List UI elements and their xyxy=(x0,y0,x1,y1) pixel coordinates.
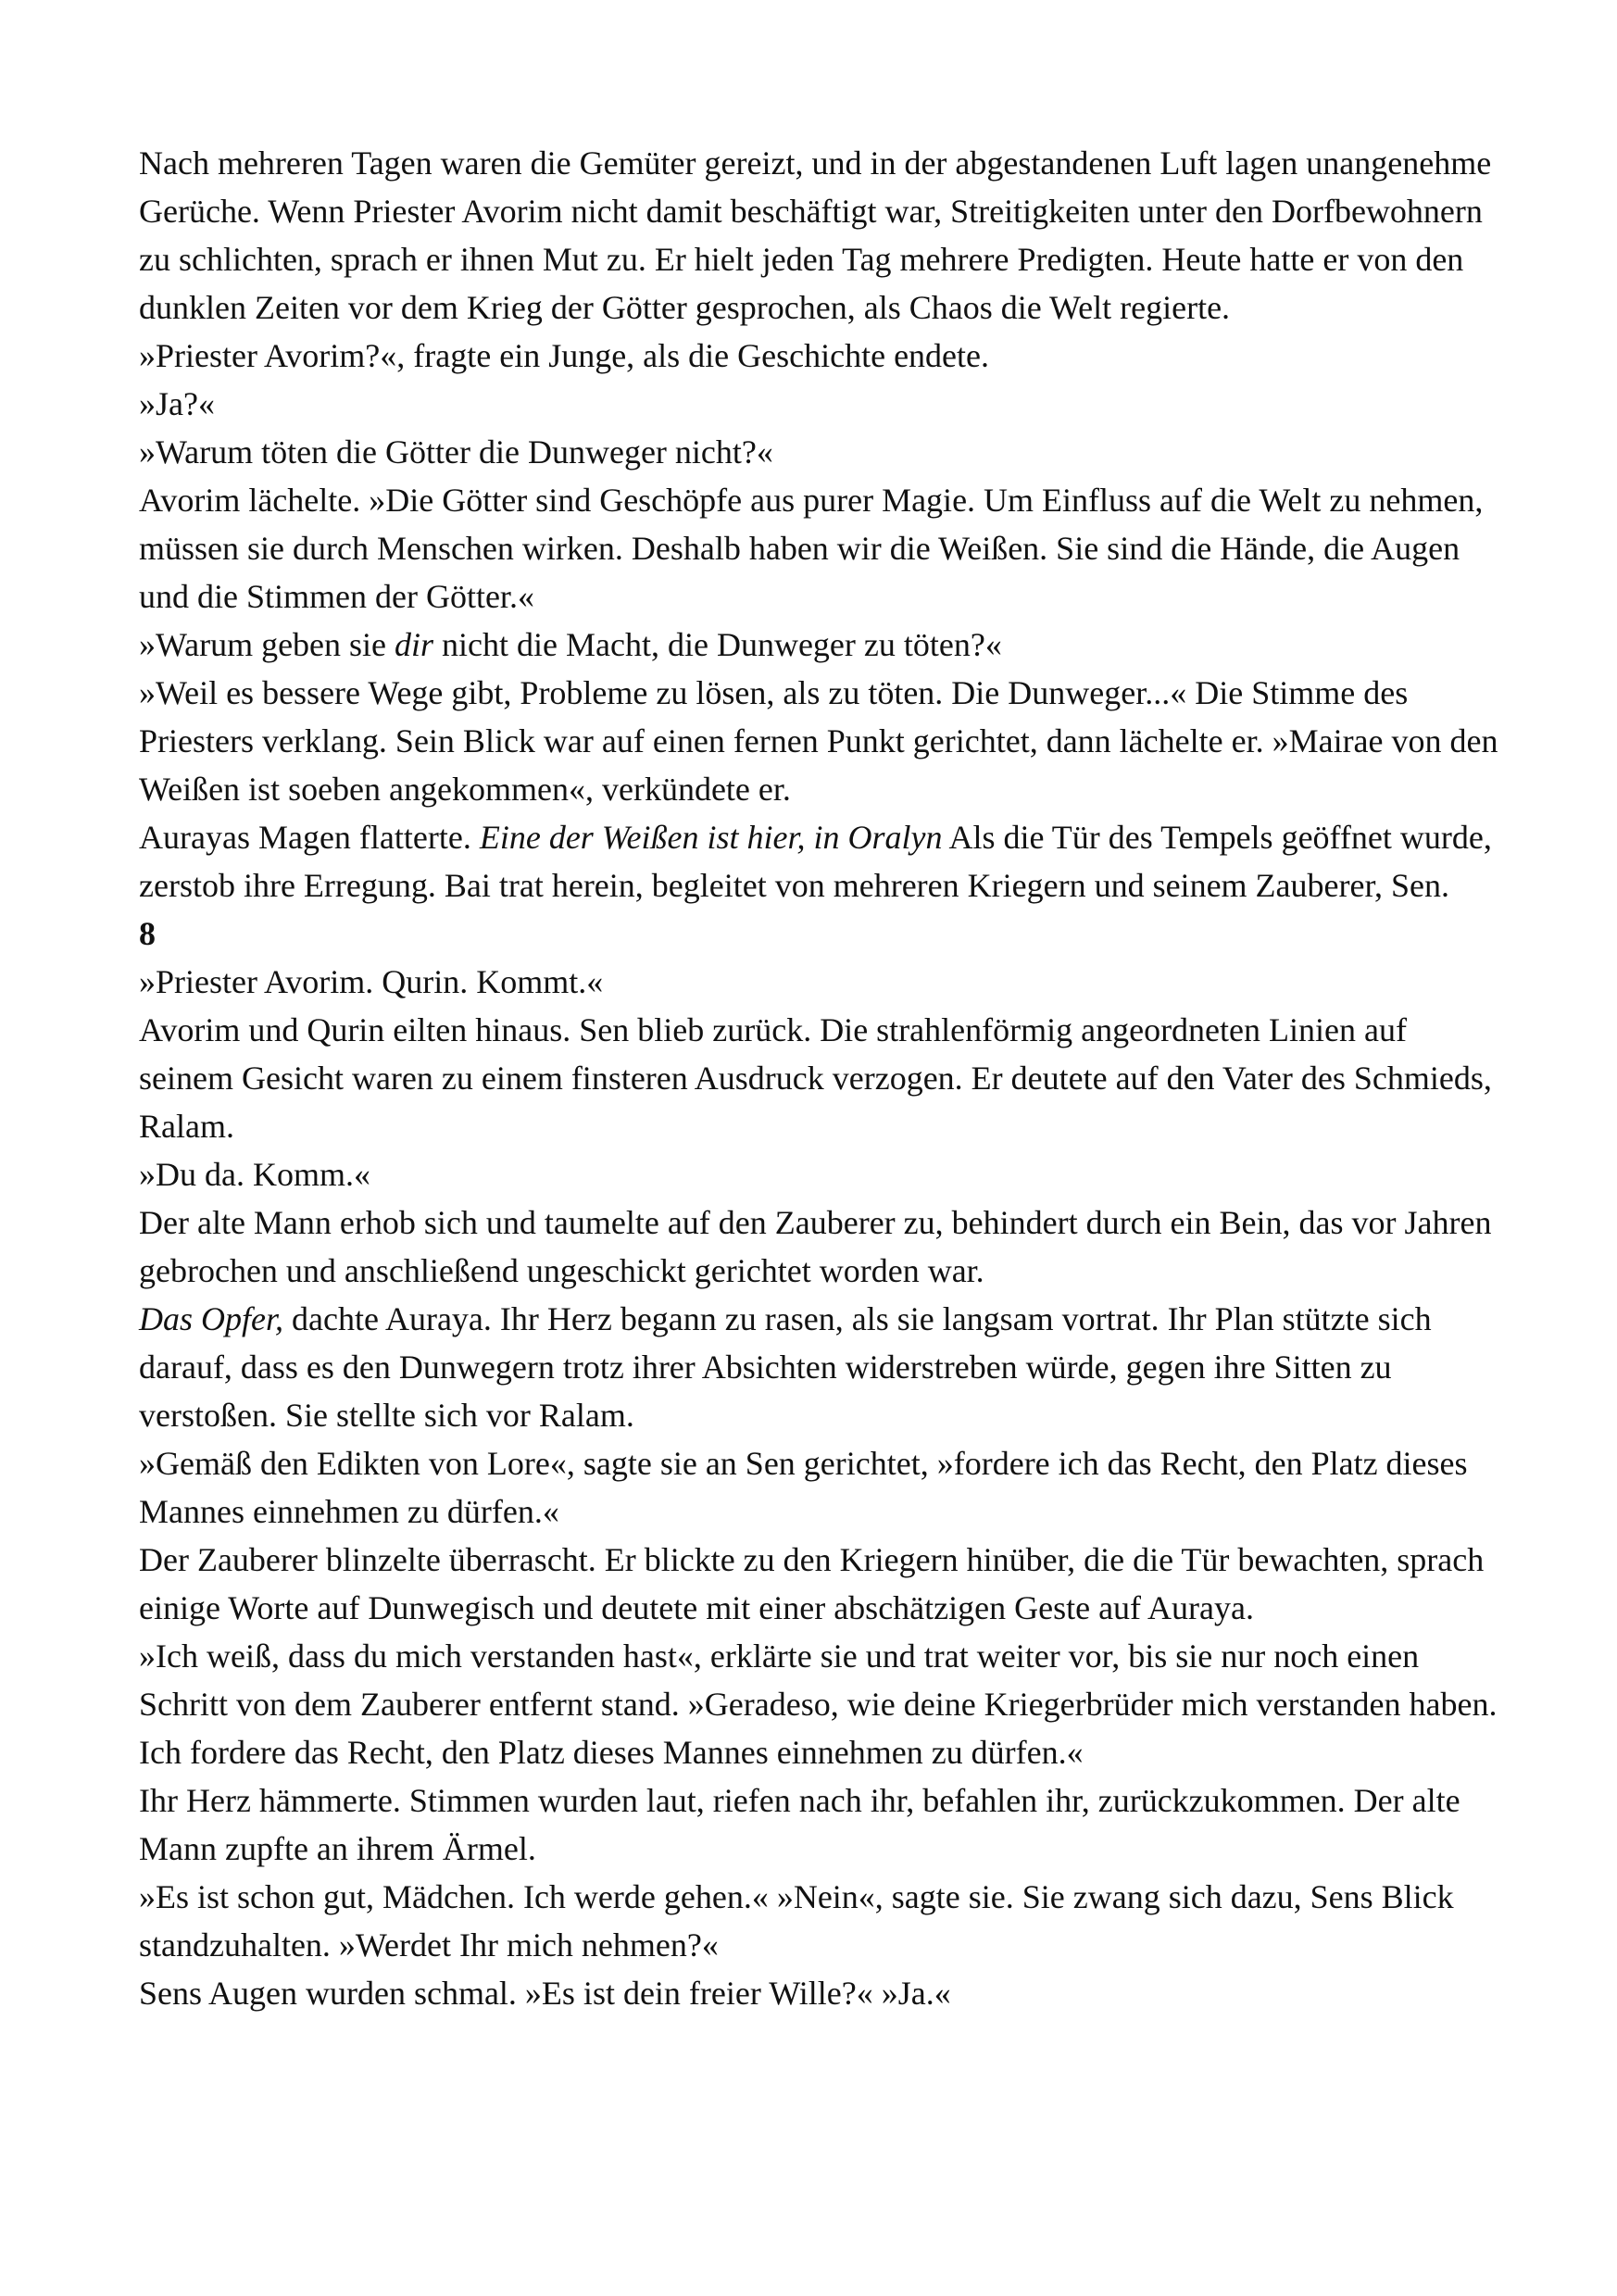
body-paragraph xyxy=(139,476,1500,621)
text-span: Aurayas Magen flatterte. xyxy=(139,819,480,856)
text-span: nicht die Macht, die Dunweger zu töten?« xyxy=(433,626,1002,663)
body-paragraph xyxy=(139,380,1500,428)
text-span: Ihr Herz hämmerte. Stimmen wurden laut, riefen nach ihr, befahlen ihr, zurückzukommen. Der alte Mann zupfte an ihrem Ärmel. xyxy=(139,1782,1460,1867)
text-span: dachte Auraya. Ihr Herz begann zu rasen, als sie langsam vortrat. Ihr Plan stützte sich darauf, dass es den Dunwegern trotz ihrer Absichten widerstreben würde, gegen ihre Sitten zu verstoßen. Sie stellte sich vor Ralam. xyxy=(139,1300,1432,1434)
text-span: Sens Augen wurden schmal. »Es ist dein freier Wille?« »Ja.« xyxy=(139,1975,951,2012)
body-paragraph xyxy=(139,1969,1500,2017)
body-paragraph xyxy=(139,1006,1500,1150)
page-number: 8 xyxy=(139,915,156,952)
body-paragraph xyxy=(139,428,1500,476)
body-paragraph xyxy=(139,669,1500,813)
text-span: Der Zauberer blinzelte überrascht. Er blickte zu den Kriegern hinüber, die die Tür bewachten, sprach einige Worte auf Dunwegisch und deutete mit einer abschätzigen Geste auf Auraya. xyxy=(139,1541,1485,1626)
text-span: »Ich weiß, dass du mich verstanden hast«, erklärte sie und trat weiter vor, bis sie nur noch einen Schritt von dem Zauberer entfernt stand. »Geradeso, wie deine Kriegerbrüder mich verstanden haben. Ich fordere das Recht, den Platz dieses Mannes einnehmen zu dürfen.« xyxy=(139,1637,1498,1771)
body-paragraph xyxy=(139,1198,1500,1295)
body-paragraph xyxy=(139,958,1500,1006)
italic-text: dir xyxy=(395,626,434,663)
body-paragraph xyxy=(139,1632,1500,1776)
italic-text: Eine der Weißen ist hier, in Oralyn xyxy=(479,819,943,856)
text-span: »Warum töten die Götter die Dunweger nicht?« xyxy=(139,433,773,470)
text-span: Als die Tür des Tempels geöffnet wurde, zerstob ihre Erregung. Bai trat herein, begleitet von mehreren Kriegern und seinem Zauberer, Sen. xyxy=(139,819,1492,904)
body-paragraph xyxy=(139,813,1500,910)
text-span: Avorim und Qurin eilten hinaus. Sen blieb zurück. Die strahlenförmig angeordneten Linien auf seinem Gesicht waren zu einem finsteren Ausdruck verzogen. Er deutete auf den Vater des Schmieds, Ralam. xyxy=(139,1011,1492,1145)
text-span: »Ja?« xyxy=(139,385,215,422)
text-span: »Warum geben sie xyxy=(139,626,395,663)
text-span: »Gemäß den Edikten von Lore«, sagte sie an Sen gerichtet, »fordere ich das Recht, den Platz dieses Mannes einnehmen zu dürfen.« xyxy=(139,1445,1468,1530)
body-paragraph xyxy=(139,139,1500,332)
body-paragraph xyxy=(139,1150,1500,1198)
body-paragraph xyxy=(139,1295,1500,1439)
text-span: Avorim lächelte. »Die Götter sind Geschöpfe aus purer Magie. Um Einfluss auf die Welt zu nehmen, müssen sie durch Menschen wirken. Deshalb haben wir die Weißen. Sie sind die Hände, die Augen und die Stimmen der Götter.« xyxy=(139,482,1484,615)
text-span: »Weil es bessere Wege gibt, Probleme zu lösen, als zu töten. Die Dunweger...« Die Stimme des Priesters verklang. Sein Blick war auf einen fernen Punkt gerichtet, dann lächelte er. »Mairae von den Weißen ist soeben angekommen«, verkündete er. xyxy=(139,674,1498,808)
text-span: Der alte Mann erhob sich und taumelte auf den Zauberer zu, behindert durch ein Bein, das vor Jahren gebrochen und anschließend ungeschickt gerichtet worden war. xyxy=(139,1204,1492,1289)
body-paragraph xyxy=(139,621,1500,669)
document-page xyxy=(139,139,1500,2017)
text-span: »Es ist schon gut, Mädchen. Ich werde gehen.« »Nein«, sagte sie. Sie zwang sich dazu, Sens Blick standzuhalten. »Werdet Ihr mich nehmen?« xyxy=(139,1878,1454,1964)
body-paragraph xyxy=(139,1873,1500,1969)
italic-text: Das Opfer, xyxy=(139,1300,284,1337)
text-span: Nach mehreren Tagen waren die Gemüter gereizt, und in der abgestandenen Luft lagen unangenehme Gerüche. Wenn Priester Avorim nicht damit beschäftigt war, Streitigkeiten unter den Dorfbewohnern zu schlichten, sprach er ihnen Mut zu. Er hielt jeden Tag mehrere Predigten. Heute hatte er von den dunklen Zeiten vor dem Krieg der Götter gesprochen, als Chaos die Welt regierte. xyxy=(139,144,1492,326)
text-span: »Priester Avorim?«, fragte ein Junge, als die Geschichte endete. xyxy=(139,337,990,374)
text-span: »Priester Avorim. Qurin. Kommt.« xyxy=(139,963,604,1000)
text-span: »Du da. Komm.« xyxy=(139,1156,370,1193)
body-paragraph xyxy=(139,332,1500,380)
body-paragraph xyxy=(139,1439,1500,1536)
body-paragraph xyxy=(139,1776,1500,1873)
body-paragraph xyxy=(139,1536,1500,1632)
